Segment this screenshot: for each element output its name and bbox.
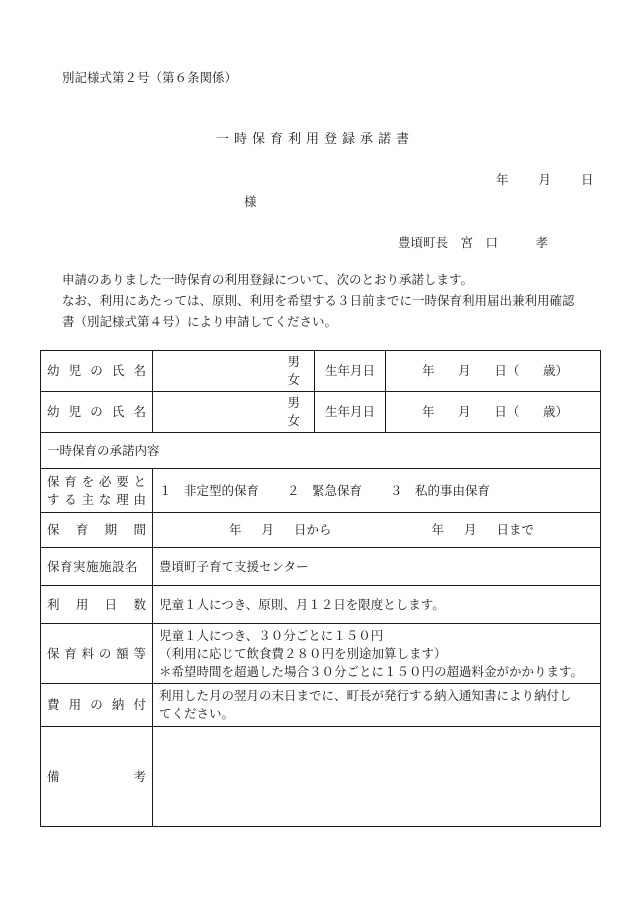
intro-line-2: なお、利用にあたっては、原則、利用を希望する３日前までに一時保育利用届出兼利用確認 <box>62 293 575 308</box>
dob-year: 年 <box>422 404 435 419</box>
from-day: 日から <box>294 522 332 537</box>
dob-year: 年 <box>422 363 435 378</box>
dob-month: 月 <box>458 363 471 378</box>
fee-label: 保 育 料 の 額 等 <box>41 624 153 684</box>
child-row <box>41 392 601 433</box>
reason-label: 保 育 を 必 要 と す る 主 な 理 由 <box>41 469 153 513</box>
fee-line-1: 児童１人につき、３０分ごとに１５０円 <box>159 627 384 643</box>
facility-value: 豊頃町子育て支援センター <box>153 548 601 586</box>
intro-line-1: 申請のありました一時保育の利用登録について、次のとおり承諾します。 <box>62 272 474 287</box>
dob-month: 月 <box>458 404 471 419</box>
to-month: 月 <box>463 522 477 537</box>
sender-name: 豊頃町長 宮 口 孝 <box>398 235 549 250</box>
date-year: 年 <box>496 172 509 187</box>
from-year: 年 <box>229 522 242 537</box>
payment-line-1: 利用した月の翌月の末日までに、町長が発行する納入通知書により納付し <box>159 688 572 703</box>
remarks-label: 備 考 <box>41 727 153 827</box>
dob-day: 日（ <box>494 363 520 378</box>
remarks-field[interactable] <box>153 727 601 827</box>
period-value <box>153 513 601 548</box>
section-header: 一時保育の承諾内容 <box>41 433 601 469</box>
child-name-label: 幼 児 の 氏 名 <box>41 392 153 433</box>
to-year: 年 <box>431 522 444 537</box>
child-name-label: 幼 児 の 氏 名 <box>41 351 153 392</box>
dob-cell <box>386 351 601 392</box>
female-label: 女 <box>287 372 300 387</box>
dob-age: 歳） <box>542 404 568 419</box>
date-month: 月 <box>538 172 552 187</box>
days-label: 利 用 日 数 <box>41 586 153 624</box>
child-sex-cell <box>153 392 315 433</box>
facility-label: 保育実施施設名 <box>41 548 153 586</box>
reason-option-2: ２ 緊急保育 <box>287 482 363 498</box>
issue-date <box>496 170 594 188</box>
days-value: 児童１人につき、原則、月１２日を限度とします。 <box>153 586 601 624</box>
dob-day: 日（ <box>494 404 520 419</box>
fee-line-3: ＊希望時間を超過した場合３０分ごとに１５０円の超過料金がかかります。 <box>159 663 584 679</box>
reason-option-3: ３ 私的事由保育 <box>390 482 491 498</box>
payment-value <box>153 684 601 727</box>
to-day: 日まで <box>496 522 534 537</box>
payment-label: 費 用 の 納 付 <box>41 684 153 727</box>
child-sex-cell <box>153 351 315 392</box>
payment-line-2: てください。 <box>159 706 235 721</box>
male-label: 男 <box>287 354 300 369</box>
intro-line-3: 書（別記様式第４号）により申請してください。 <box>62 314 338 329</box>
approval-table <box>40 350 601 827</box>
dob-label: 生年月日 <box>315 351 386 392</box>
form-number-label: 別記様式第２号（第６条関係） <box>62 70 238 85</box>
date-day: 日 <box>581 172 594 187</box>
dob-label: 生年月日 <box>315 392 386 433</box>
female-label: 女 <box>287 413 300 428</box>
document-title: 一時保育利用登録承諾書 <box>215 132 414 147</box>
fee-line-2: （利用に応じて飲食費２８０円を別途加算します） <box>159 645 447 661</box>
fee-value <box>153 624 601 684</box>
dob-cell <box>386 392 601 433</box>
intro-text <box>62 269 602 332</box>
addressee-suffix: 様 <box>244 194 257 209</box>
male-label: 男 <box>287 395 300 410</box>
reason-option-1: １ 非定型的保育 <box>159 482 260 498</box>
from-month: 月 <box>261 522 275 537</box>
period-label: 保 育 期 間 <box>41 513 153 548</box>
child-row <box>41 351 601 392</box>
dob-age: 歳） <box>542 363 568 378</box>
reason-options <box>153 469 601 513</box>
